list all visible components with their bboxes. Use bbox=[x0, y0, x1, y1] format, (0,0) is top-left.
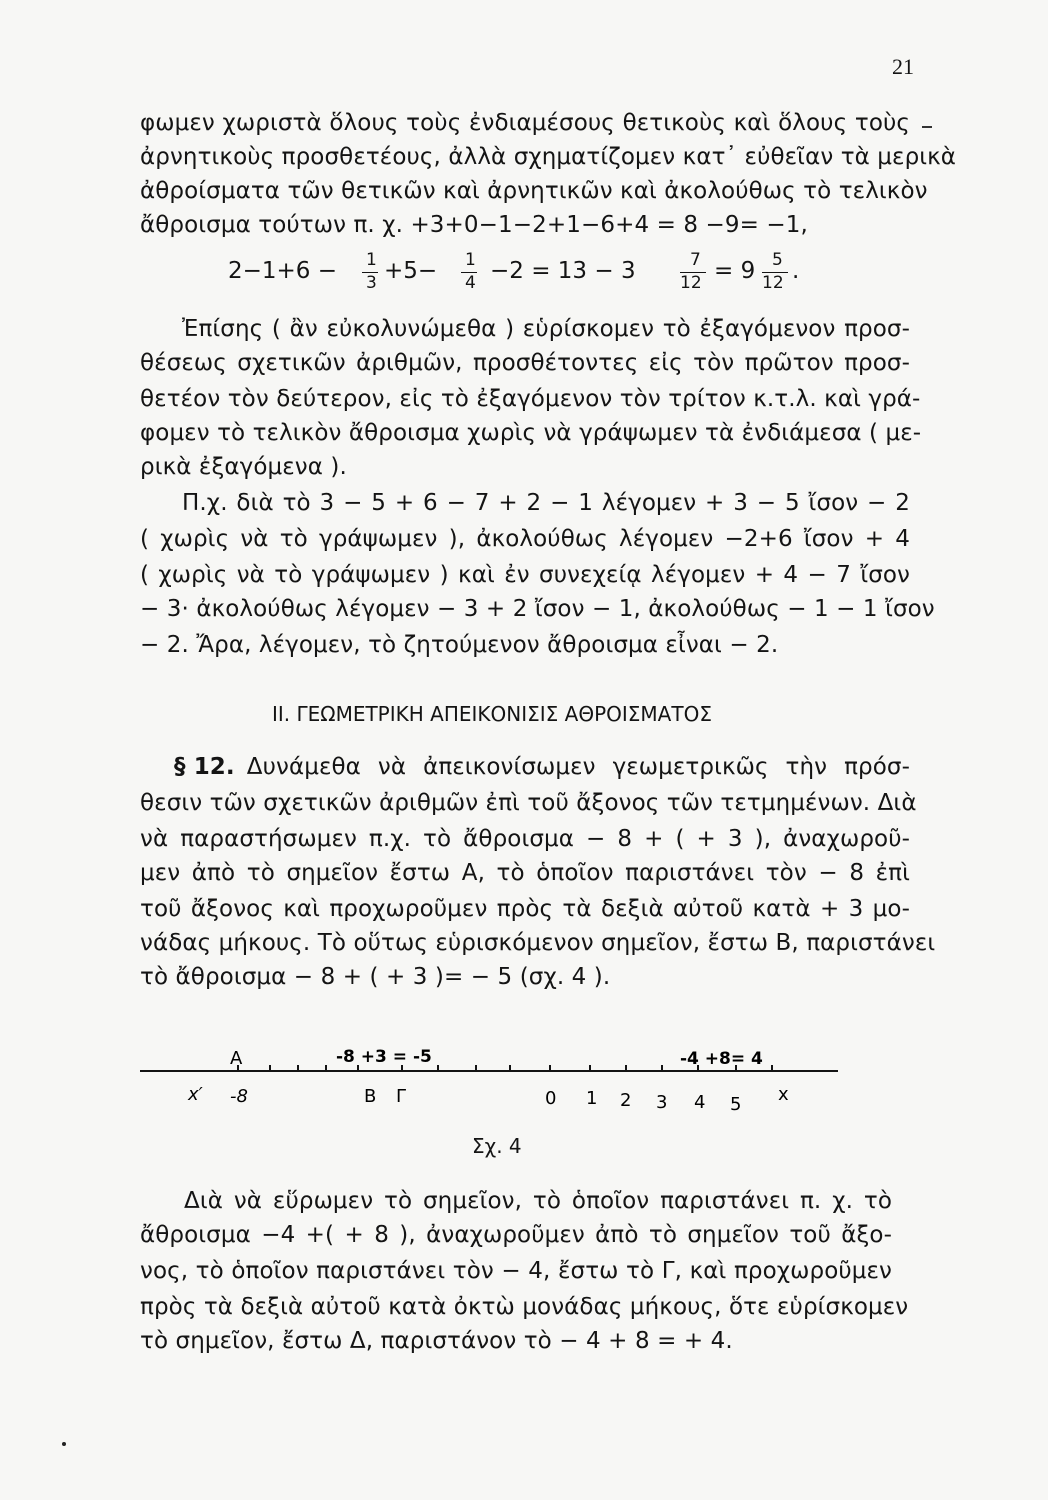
tick-label: 0 bbox=[545, 1088, 557, 1109]
section-label: § 12. bbox=[174, 754, 235, 780]
text-line: τὸ σημεῖον, ἔστω Δ, παριστάνον τὸ − 4 + 8 = + 4. bbox=[140, 1328, 733, 1354]
number-line-figure bbox=[0, 1036, 1048, 1146]
margin-dash bbox=[922, 126, 932, 128]
point-label-b: B bbox=[364, 1086, 377, 1107]
fraction-denominator: 4 bbox=[465, 273, 476, 293]
equation-part: . bbox=[792, 258, 800, 284]
fraction-numerator: 5 bbox=[772, 250, 783, 270]
stray-mark bbox=[62, 1442, 66, 1446]
text-line: θέσεως σχετικῶν ἀριθμῶν, προσθέτοντες εἰς τὸν πρῶτον προσ- bbox=[140, 350, 910, 376]
equation-part: −2 = 13 − 3 bbox=[490, 258, 636, 284]
equation-part: +5− bbox=[384, 258, 438, 284]
fraction-numerator: 1 bbox=[366, 250, 377, 270]
sum-annotation-right: -4 +8= 4 bbox=[680, 1049, 763, 1069]
text-line: ἀρνητικοὺς προσθετέους, ἀλλὰ σχηματίζομεν κατ᾽ εὐθεῖαν τὰ μερικὰ bbox=[140, 144, 957, 170]
text-line: − 3· ἀκολούθως λέγομεν − 3 + 2 ἴσον − 1, ἀκολούθως − 1 − 1 ἴσον bbox=[140, 596, 935, 622]
text-line: νὰ παραστήσωμεν π.χ. τὸ ἄθροισμα − 8 + ( + 3 ), ἀναχωροῦ- bbox=[140, 826, 910, 852]
text-line: Διὰ νὰ εὕρωμεν τὸ σημεῖον, τὸ ὁποῖον παριστάνει π. χ. τὸ bbox=[184, 1188, 892, 1214]
text-line: Π.χ. διὰ τὸ 3 − 5 + 6 − 7 + 2 − 1 λέγομεν + 3 − 5 ἴσον − 2 bbox=[182, 490, 910, 516]
text-line: νάδας μήκους. Τὸ οὕτως εὑρισκόμενον σημεῖον, ἔστω Β, παριστάνει bbox=[140, 930, 936, 956]
text-line: θεσιν τῶν σχετικῶν ἀριθμῶν ἐπὶ τοῦ ἄξονος τῶν τετμημένων. Διὰ bbox=[140, 790, 917, 816]
fraction-denominator: 12 bbox=[762, 273, 784, 293]
tick-label: 3 bbox=[656, 1092, 668, 1113]
equation-part: = 9 bbox=[714, 258, 756, 284]
tick-label: 5 bbox=[730, 1094, 742, 1115]
text-line: Δυνάμεθα νὰ ἀπεικονίσωμεν γεωμετρικῶς τὴν πρόσ- bbox=[246, 754, 910, 780]
section-first-line bbox=[174, 752, 910, 782]
axis-label-x-prime: x′ bbox=[188, 1084, 203, 1105]
fraction-numerator: 7 bbox=[690, 250, 701, 270]
tick-label-minus8: -8 bbox=[230, 1086, 248, 1107]
fraction-numerator: 1 bbox=[465, 250, 476, 270]
tick-label: 1 bbox=[586, 1088, 598, 1109]
text-line: ἀθροίσματα τῶν θετικῶν καὶ ἀρνητικῶν καὶ ἀκολούθως τὸ τελικὸν bbox=[140, 178, 928, 204]
text-line: ἄθροισμα τούτων π. χ. +3+0−1−2+1−6+4 = 8 −9= −1, bbox=[140, 212, 808, 238]
text-line: ρικὰ ἐξαγόμενα ). bbox=[140, 454, 347, 480]
page-number: 21 bbox=[892, 54, 914, 79]
text-line: − 2. Ἄρα, λέγομεν, τὸ ζητούμενον ἄθροισμα εἶναι − 2. bbox=[140, 632, 779, 658]
tick-label: 4 bbox=[694, 1092, 706, 1113]
point-label-a: A bbox=[230, 1048, 243, 1069]
text-line: ἄθροισμα −4 +( + 8 ), ἀναχωροῦμεν ἀπὸ τὸ σημεῖον τοῦ ἄξο- bbox=[140, 1222, 892, 1248]
text-line: φωμεν χωριστὰ ὅλους τοὺς ἐνδιαμέσους θετικοὺς καὶ ὅλους τοὺς bbox=[140, 110, 910, 136]
text-line: νος, τὸ ὁποῖον παριστάνει τὸν − 4, ἔστω τὸ Γ, καὶ προχωροῦμεν bbox=[140, 1258, 892, 1284]
tick-label: 2 bbox=[620, 1090, 632, 1111]
fraction-denominator: 3 bbox=[366, 273, 377, 293]
axis-label-x: x bbox=[778, 1084, 789, 1105]
text-line: τοῦ ἄξονος καὶ προχωροῦμεν πρὸς τὰ δεξιὰ αὐτοῦ κατὰ + 3 μο- bbox=[140, 896, 910, 922]
fraction-denominator: 12 bbox=[680, 273, 702, 293]
text-line: τὸ ἄθροισμα − 8 + ( + 3 )= − 5 (σχ. 4 ). bbox=[140, 964, 611, 990]
section-heading: II. ΓΕΩΜΕΤΡΙΚΗ ΑΠΕΙΚΟΝΙΣΙΣ ΑΘΡΟΙΣΜΑΤΟΣ bbox=[272, 702, 712, 726]
text-line: φομεν τὸ τελικὸν ἄθροισμα χωρὶς νὰ γράψωμεν τὰ ἐνδιάμεσα ( με- bbox=[140, 420, 922, 446]
text-line: θετέον τὸν δεύτερον, εἰς τὸ ἐξαγόμενον τὸν τρίτον κ.τ.λ. καὶ γρά- bbox=[140, 386, 921, 412]
text-line: ( χωρὶς νὰ τὸ γράψωμεν ), ἀκολούθως λέγομεν −2+6 ἴσον + 4 bbox=[140, 526, 910, 552]
text-line: Ἐπίσης ( ἂν εὐκολυνώμεθα ) εὑρίσκομεν τὸ ἐξαγόμενον προσ- bbox=[182, 316, 910, 342]
text-line: ( χωρὶς νὰ τὸ γράψωμεν ) καὶ ἐν συνεχείᾳ λέγομεν + 4 − 7 ἴσον bbox=[140, 562, 910, 588]
equation-part: 2−1+6 − bbox=[228, 258, 338, 284]
text-line: πρὸς τὰ δεξιὰ αὐτοῦ κατὰ ὀκτὼ μονάδας μήκους, ὅτε εὑρίσκομεν bbox=[140, 1294, 909, 1320]
sum-annotation-left: -8 +3 = -5 bbox=[336, 1047, 432, 1067]
point-label-g: Γ bbox=[396, 1086, 407, 1107]
text-line: μεν ἀπὸ τὸ σημεῖον ἔστω Α, τὸ ὁποῖον παριστάνει τὸν − 8 ἐπὶ bbox=[140, 860, 910, 886]
figure-caption: Σχ. 4 bbox=[472, 1134, 522, 1158]
